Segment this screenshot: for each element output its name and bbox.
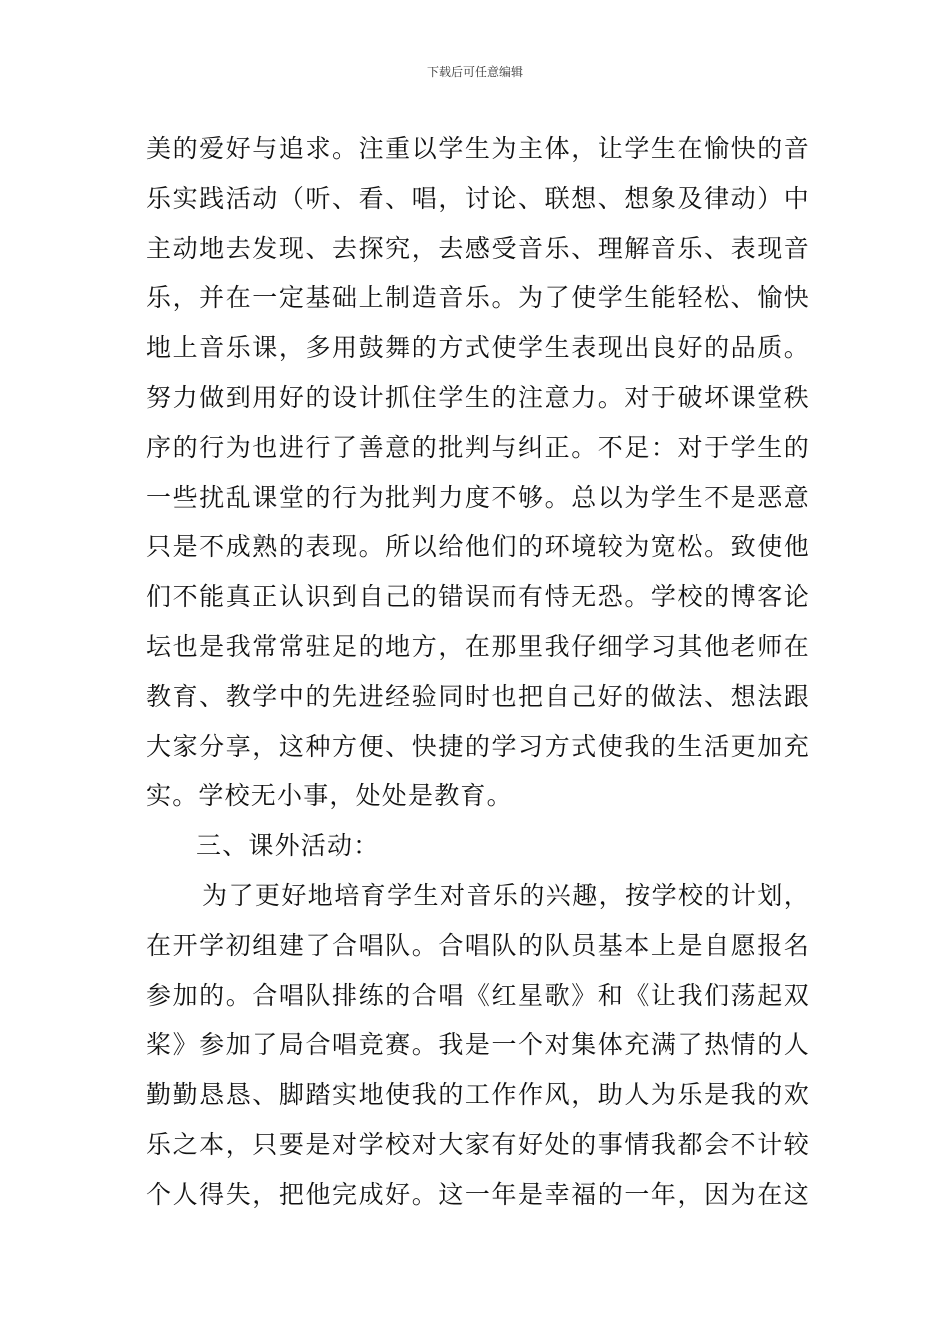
text-line: 乐实践活动（听、看、唱，讨论、联想、想象及律动）中 [146, 183, 810, 213]
text-line: 只是不成熟的表现。所以给他们的环境较为宽松。致使他 [146, 532, 810, 562]
text-line: 序的行为也进行了善意的批判与纠正。不足：对于学生的 [146, 432, 810, 462]
text-line: 勤勤恳恳、脚踏实地使我的工作作风，助人为乐是我的欢 [146, 1080, 810, 1110]
text-line: 个人得失，把他完成好。这一年是幸福的一年，因为在这 [146, 1179, 810, 1209]
text-line: 一些扰乱课堂的行为批判力度不够。总以为学生不是恶意 [146, 482, 810, 512]
text-line: 实。学校无小事，处处是教育。 [146, 781, 513, 811]
document-body [146, 124, 810, 1220]
text-line: 主动地去发现、去探究，去感受音乐、理解音乐、表现音 [146, 233, 810, 263]
text-line: 为了更好地培育学生对音乐的兴趣，按学校的计划， [202, 880, 810, 910]
text-line: 乐，并在一定基础上制造音乐。为了使学生能轻松、愉快 [146, 283, 810, 313]
text-line: 参加的。合唱队排练的合唱《红星歌》和《让我们荡起双 [146, 980, 810, 1010]
text-line: 乐之本，只要是对学校对大家有好处的事情我都会不计较 [146, 1129, 810, 1159]
page-header: 下载后可任意编辑 [426, 65, 523, 79]
text-line: 坛也是我常常驻足的地方，在那里我仔细学习其他老师在 [146, 631, 810, 661]
section-heading: 三、课外活动： [196, 831, 380, 861]
text-line: 努力做到用好的设计抓住学生的注意力。对于破坏课堂秩 [146, 382, 810, 412]
text-line: 桨》参加了局合唱竞赛。我是一个对集体充满了热情的人 [146, 1030, 810, 1060]
text-line: 在开学初组建了合唱队。合唱队的队员基本上是自愿报名 [146, 930, 810, 960]
text-line: 地上音乐课，多用鼓舞的方式使学生表现出良好的品质。 [146, 333, 810, 363]
text-line: 们不能真正认识到自己的错误而有恃无恐。学校的博客论 [146, 582, 810, 612]
text-line: 大家分享，这种方便、快捷的学习方式使我的生活更加充 [146, 731, 810, 761]
text-line: 教育、教学中的先进经验同时也把自己好的做法、想法跟 [146, 681, 810, 711]
text-line: 美的爱好与追求。注重以学生为主体，让学生在愉快的音 [146, 134, 810, 163]
